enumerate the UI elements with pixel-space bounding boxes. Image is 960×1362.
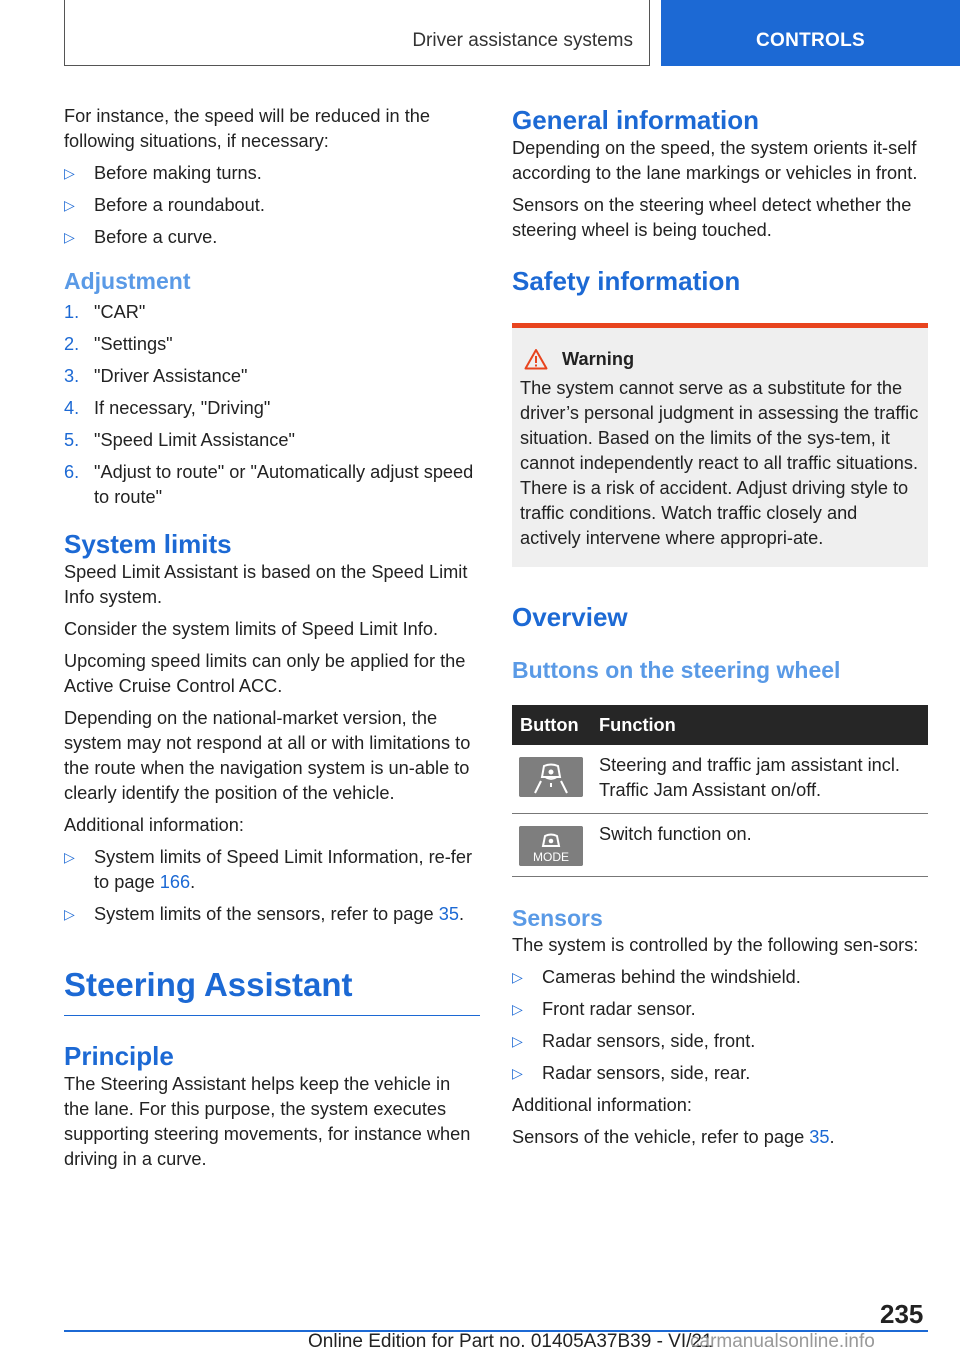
svg-text:MODE: MODE <box>533 850 569 864</box>
list-item: 6. "Adjust to route" or "Automatically adjust speed to route" <box>64 462 474 507</box>
principle-text: The Steering Assistant helps keep the vehicle in the lane. For this purpose, the system executes supporting steering movements, for instance when driving in a curve. <box>64 1074 471 1169</box>
list-item: ▷ Radar sensors, side, rear. <box>512 1061 928 1086</box>
adjustment-heading: Adjustment <box>64 268 191 294</box>
list-item: ▷ Radar sensors, side, front. <box>512 1029 928 1054</box>
adjustment-steps <box>64 300 480 510</box>
list-item: ▷ Before making turns. <box>64 161 480 186</box>
bullet-triangle-icon: ▷ <box>512 969 523 985</box>
list-item: 2. "Settings" <box>64 334 173 354</box>
bullet-triangle-icon: ▷ <box>64 197 75 213</box>
column-header-button: Button <box>512 705 591 745</box>
sensors-intro: The system is controlled by the following sen-sors: <box>512 935 919 955</box>
list-item: ▷ System limits of the sensors, refer to page 35. <box>64 902 480 927</box>
general-info-p2: Sensors on the steering wheel detect whether the steering wheel is being touched. <box>512 195 912 240</box>
buttons-heading: Buttons on the steering wheel <box>512 657 841 683</box>
page-link-35[interactable]: 35 <box>438 904 459 924</box>
system-limits-p3: Upcoming speed limits can only be applied for the Active Cruise Control ACC. <box>64 651 466 696</box>
list-item: ▷ System limits of Speed Limit Information, re-fer to page 166. <box>64 847 473 892</box>
additional-info-label: Additional information: <box>64 815 244 835</box>
header-section-title: Driver assistance systems <box>412 30 633 51</box>
sensors-ref: Sensors of the vehicle, refer to page 35. <box>512 1127 835 1147</box>
right-column <box>512 104 928 1157</box>
system-limits-p2: Consider the system limits of Speed Limit Info. <box>64 619 439 639</box>
list-item: ▷ Before a roundabout. <box>64 193 480 218</box>
table-header-row <box>512 705 928 745</box>
left-column <box>64 104 480 1179</box>
buttons-table <box>512 705 928 877</box>
list-item: 1. "CAR" <box>64 302 146 322</box>
header-chapter-title: CONTROLS <box>755 30 865 51</box>
system-limits-p4: Depending on the national-market version, the system may not respond at all or with limitations to the route when the navigation system is un-able to clearly identify the position of the vehicle. <box>64 708 471 803</box>
system-limits-heading: System limits <box>64 529 232 559</box>
table-row <box>512 814 928 877</box>
intro-text: For instance, the speed will be reduced in the following situations, if necessary: <box>64 106 430 151</box>
general-info-heading: General information <box>512 105 760 135</box>
bullet-triangle-icon: ▷ <box>512 1065 523 1081</box>
principle-heading: Principle <box>64 1041 174 1071</box>
table-row <box>512 745 928 814</box>
system-limits-p1: Speed Limit Assistant is based on the Speed Limit Info system. <box>64 562 468 607</box>
safety-info-heading: Safety information <box>512 266 741 296</box>
header-section-tab <box>64 0 650 66</box>
warning-text: The system cannot serve as a substitute for the driver’s personal judgment in assessing the traffic situation. Based on the limits of the sys-tem, it cannot independently react to all traffic situations. There is a risk of accident. Adjust driving style to traffic conditions. Watch traffic closely and actively intervene where appropri-ate. <box>520 378 919 548</box>
list-item: 4. If necessary, "Driving" <box>64 398 271 418</box>
overview-heading: Overview <box>512 602 628 632</box>
sensors-heading: Sensors <box>512 905 603 931</box>
sensors-additional-label: Additional information: <box>512 1095 692 1115</box>
edition-text: Online Edition for Part no. 01405A37B39 - VI/21 <box>308 1331 713 1352</box>
warning-triangle-icon <box>524 348 548 370</box>
bullet-triangle-icon: ▷ <box>512 1001 523 1017</box>
function-cell: Switch function on. <box>591 814 928 877</box>
list-item: ▷ Front radar sensor. <box>512 997 928 1022</box>
bullet-triangle-icon: ▷ <box>64 165 75 181</box>
bullet-triangle-icon: ▷ <box>64 906 75 922</box>
list-item: 3. "Driver Assistance" <box>64 366 248 386</box>
function-cell: Steering and traffic jam assistant incl. Traffic Jam Assistant on/off. <box>591 745 928 814</box>
list-item: ▷ Before a curve. <box>64 225 480 250</box>
warning-box <box>512 323 928 567</box>
situations-list <box>64 161 480 250</box>
steering-assistant-title: Steering Assistant <box>64 965 480 1016</box>
bullet-triangle-icon: ▷ <box>64 229 75 245</box>
general-info-p1: Depending on the speed, the system orients it-self according to the lane markings or vehicles in front. <box>512 138 918 183</box>
mode-button-icon <box>519 826 583 866</box>
steering-assist-button-icon <box>519 757 583 797</box>
warning-title: Warning <box>520 348 922 370</box>
system-limits-refs <box>64 845 480 927</box>
page-number: 235 <box>880 1299 924 1329</box>
column-header-function: Function <box>591 705 928 745</box>
list-item: ▷ Cameras behind the windshield. <box>512 965 928 990</box>
list-item: 5. "Speed Limit Assistance" <box>64 430 295 450</box>
header-chapter-tab <box>661 0 960 66</box>
sensors-list <box>512 965 928 1086</box>
bullet-triangle-icon: ▷ <box>512 1033 523 1049</box>
page-link-166[interactable]: 166 <box>159 872 191 892</box>
watermark-text: carmanualsonline.info <box>690 1331 875 1352</box>
page-link-35[interactable]: 35 <box>809 1127 830 1147</box>
bullet-triangle-icon: ▷ <box>64 849 75 865</box>
